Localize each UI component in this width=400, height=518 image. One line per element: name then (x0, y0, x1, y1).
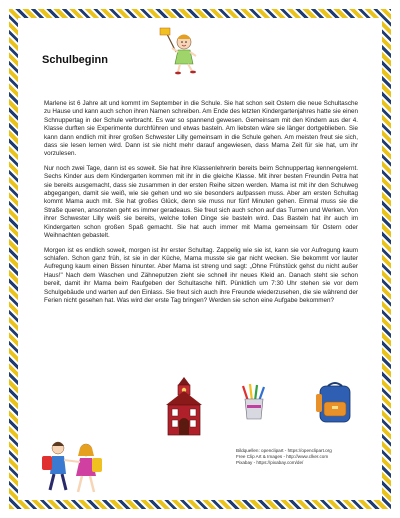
pencil-cup-icon (241, 383, 267, 421)
school-backpack-icon (314, 380, 356, 426)
schoolhouse-icon (164, 375, 204, 437)
paragraph-1: Marlene ist 6 Jahre alt und kommt im September in die Schule. Sie hat schon seit Ostern die neue Schultasche zu Hause und kann auch schon ihren Namen schreiben. Am Ende des letzten Kindergartenjahres hatte sie einen Schnuppertag in der Schule verbracht. Es war so spannend gewesen. Gemeinsam mit den Kindern aus der 4. Klasse durften sie Experimente durchführen und etwas basteln. Am liebsten wäre sie länger dortgeblieben. Sie kann dann endlich mit ihrer großen Schwester Lilly gemeinsam in die Schule gehen. Am meisten freut sie sich, dass sie lesen lernen wird. Dann ist sie nicht mehr darauf angewiesen, dass Mama Zeit für sie hat, um ihr vorzulesen. (44, 100, 358, 158)
credit-line: Free Clip Art & Images - http://www.clker.com (236, 454, 329, 460)
page-title: Schulbeginn (42, 54, 108, 66)
image-credits (236, 448, 332, 467)
children-walking-icon (38, 438, 110, 498)
credit-line: Bildquellen: openclipart - https://openclipart.org (236, 448, 332, 453)
paragraph-2: Nur noch zwei Tage, dann ist es soweit. Sie hat ihre Klassenlehrerin bereits beim Schnuppertag kennengelernt. Sechs Kinder aus dem Kindergarten kommen mit ihr in die gleiche Klasse. Mit ihrer besten Freundin Petra hat sie bereits ausgemacht, dass sie zusammen in der ersten Reihe sitzen werden. Mama ist mit ihr den Schulweg abgegangen, damit sie weiß, wie sie gehen und wo sie besonders aufpassen muss. Aber am ersten Schultag kommt Mama auch mit. Sie hat großes Glück, denn sie muss nur fünf Minuten gehen. Einmal muss sie die Straße queren, ansonsten geht es immer geradeaus. Sie freut sich auch schon auf das Turnen und Werken. Von ihrer Schwester Lilly weiß sie bereits, welche tollen Dinge sie basteln wird. Das Basteln hat ihr auch im Kindergarten schon großen Spaß gemacht. Sie hat auch immer mit Mama gemeinsam für Ostern oder Weihnachten gebastelt. (44, 164, 358, 240)
story-text (44, 100, 358, 311)
credit-line: Pixabay - https://pixabay.com/de/ (236, 460, 304, 466)
girl-with-flag-icon (158, 26, 204, 78)
paragraph-3: Morgen ist es endlich soweit, morgen ist ihr erster Schultag. Zappelig wie sie ist, kann sie vor Aufregung kaum schlafen. Schon ganz früh, ist sie in der Küche, Mama musste sie gar nicht wecken. Sie bekommt vor lauter Aufregung kaum einen Bissen hinunter. Aber Mama ist streng und sagt: „Ohne Frühstück gehst du nicht außer Haus!" Nach dem Waschen und Zähneputzen zieht sie schnell ihr neues Kleid an. Danach steht sie schon bereit, damit ihr Mama beim Raufgeben der Schultasche hilft. Pünktlich um 7:30 Uhr stehen sie vor dem Schulgebäude und warten auf den Einlass. Sie freut sich auch ihre Freunde wiederzusehen, die sie während der Ferien nicht gesehen hat. Was wird der erste Tag bringen? Werden sie schon eine Aufgabe bekommen? (44, 246, 358, 304)
